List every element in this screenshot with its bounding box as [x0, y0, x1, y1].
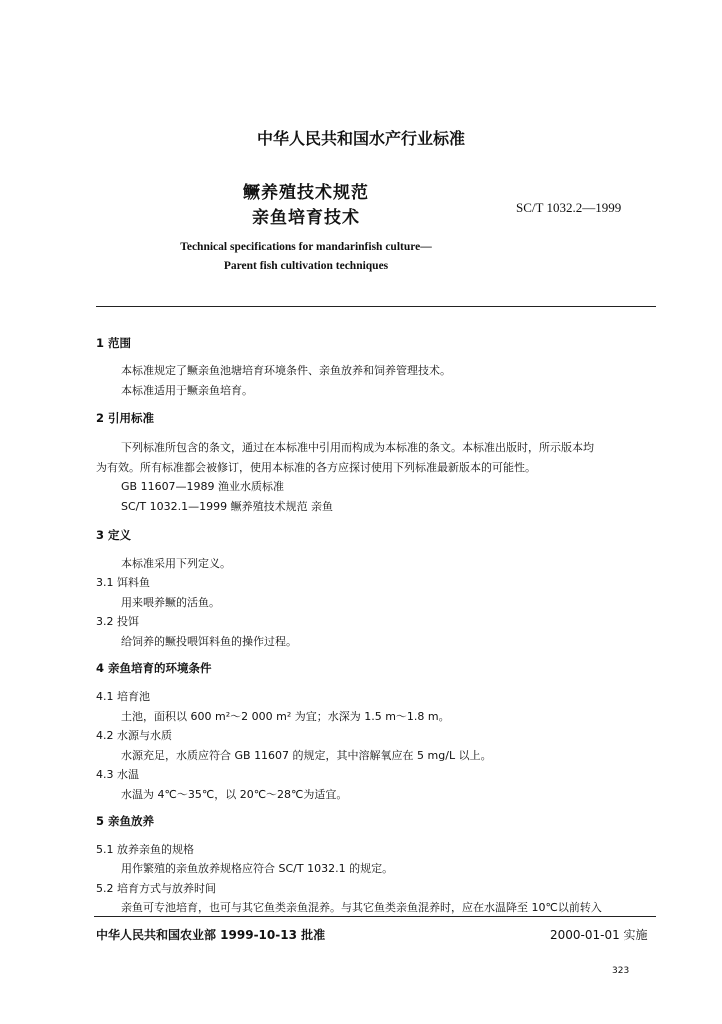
section-heading: 3 定义: [96, 528, 132, 542]
section-heading: 2 引用标准: [96, 411, 155, 425]
paragraph: 亲鱼可专池培育，也可与其它鱼类亲鱼混养。与其它鱼类亲鱼混养时，应在水温降至 10℃以前转入: [121, 901, 602, 914]
paragraph: 下列标准所包含的条文，通过在本标准中引用而构成为本标准的条文。本标准出版时，所示版本均: [121, 441, 594, 454]
subsection-heading: 3.1 饵料鱼: [96, 576, 150, 589]
paragraph: 用作繁殖的亲鱼放养规格应符合 SC/T 1032.1 的规定。: [121, 862, 394, 875]
standard-category-header: 中华人民共和国水产行业标准: [256, 129, 465, 148]
paragraph: 给饲养的鳜投喂饵料鱼的操作过程。: [121, 635, 297, 648]
standard-code: SC/T 1032.2—1999: [516, 200, 622, 215]
paragraph: 水温为 4℃～35℃，以 20℃～28℃为适宜。: [121, 788, 348, 801]
reference-item: GB 11607—1989 渔业水质标准: [121, 480, 285, 493]
approval-note: 中华人民共和国农业部 1999-10-13 批准: [96, 928, 326, 942]
paragraph: 为有效。所有标准都会被修订，使用本标准的各方应探讨使用下列标准最新版本的可能性。: [96, 461, 536, 474]
paragraph: 土池，面积以 600 m²～2 000 m² 为宜；水深为 1.5 m～1.8 m。: [121, 710, 450, 723]
english-title-line-2: Parent fish cultivation techniques: [223, 260, 389, 272]
page-number: 323: [612, 966, 630, 976]
subsection-heading: 4.2 水源与水质: [96, 729, 172, 742]
footer-divider: [94, 916, 656, 917]
section-heading: 5 亲鱼放养: [96, 814, 155, 828]
title-line-2: 亲鱼培育技术: [252, 208, 360, 228]
subsection-heading: 4.3 水温: [96, 768, 139, 781]
paragraph: 本标准适用于鳜亲鱼培育。: [121, 384, 253, 397]
paragraph: 本标准采用下列定义。: [121, 557, 231, 570]
paragraph: 用来喂养鳜的活鱼。: [121, 596, 220, 609]
subsection-heading: 4.1 培育池: [96, 690, 150, 703]
paragraph: 水源充足，水质应符合 GB 11607 的规定，其中溶解氧应在 5 mg/L 以上。: [121, 749, 492, 762]
top-divider: [96, 306, 656, 307]
section-heading: 1 范围: [96, 336, 132, 350]
title-line-1: 鳜养殖技术规范: [243, 183, 369, 203]
implementation-date: 2000-01-01 实施: [550, 928, 648, 942]
reference-item: SC/T 1032.1—1999 鳜养殖技术规范 亲鱼: [121, 500, 334, 513]
section-heading: 4 亲鱼培育的环境条件: [96, 661, 212, 675]
subsection-heading: 3.2 投饵: [96, 615, 139, 628]
subsection-heading: 5.2 培育方式与放养时间: [96, 882, 216, 895]
paragraph: 本标准规定了鳜亲鱼池塘培育环境条件、亲鱼放养和饲养管理技术。: [121, 364, 451, 377]
english-title-line-1: Technical specifications for mandarinfish culture—: [180, 241, 432, 253]
subsection-heading: 5.1 放养亲鱼的规格: [96, 843, 194, 856]
